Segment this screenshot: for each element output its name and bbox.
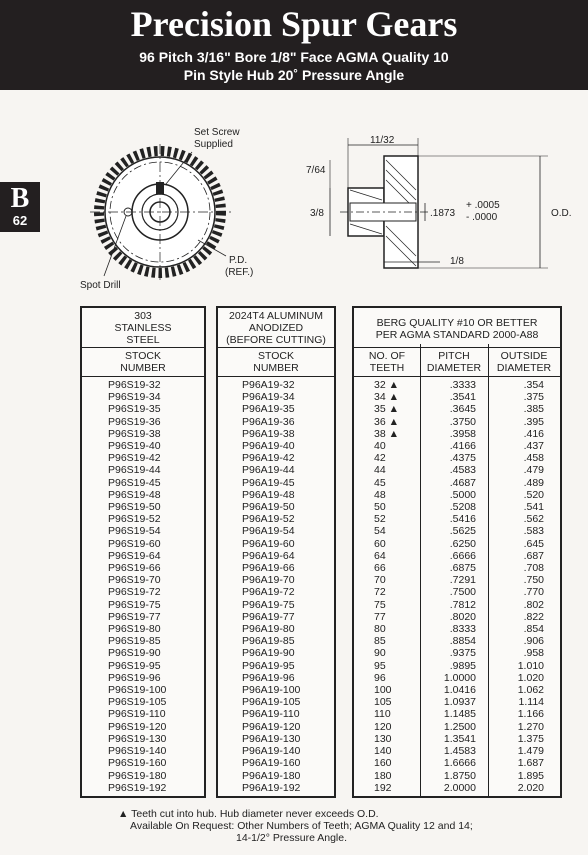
teeth-count: 66 <box>374 562 386 575</box>
stainless-stock-number: P96S19-192 <box>108 781 167 794</box>
specs-rule-1 <box>354 347 560 348</box>
aluminum-col-2: NUMBER <box>253 362 299 374</box>
section-letter: B <box>10 183 30 214</box>
teeth-count: 48 <box>374 488 386 501</box>
teeth-count: 80 <box>374 623 386 636</box>
pitch-diameter: .7291 <box>449 574 476 587</box>
outside-diameter: .354 <box>523 379 544 391</box>
aluminum-col-1: STOCK <box>258 350 294 362</box>
pitch-diameter: .4166 <box>449 440 476 453</box>
pitch-diameter: .8854 <box>449 635 476 648</box>
aluminum-stock-number: P96A19-140 <box>242 745 301 758</box>
pitch-diameter: .6666 <box>449 549 476 562</box>
dim-764-label: 7/64 <box>306 165 326 176</box>
aluminum-rule-2 <box>218 376 334 377</box>
spec-line-2: Pin Style Hub 20˚ Pressure Angle <box>183 67 405 83</box>
aluminum-stock-list <box>242 379 300 794</box>
stainless-stock-number: P96S19-90 <box>108 647 161 660</box>
teeth-count: 70 <box>374 574 386 587</box>
aluminum-stock-number: P96A19-44 <box>242 464 295 477</box>
aluminum-stock-number: P96A19-77 <box>242 610 295 623</box>
teeth-count: 130 <box>374 732 392 745</box>
teeth-count: 32 ▲ <box>374 379 399 391</box>
aluminum-stock-number: P96A19-48 <box>242 488 295 501</box>
gear-side-view <box>330 138 548 268</box>
specs-divider-1 <box>420 344 421 796</box>
outside-diameter: .906 <box>523 635 544 648</box>
pitch-diameter: 1.8750 <box>443 769 476 782</box>
teeth-count: 120 <box>374 720 392 733</box>
bore-dim-label: .1873 <box>430 208 456 219</box>
od-label: O.D. <box>551 208 572 219</box>
teeth-count: 34 ▲ <box>374 391 399 404</box>
aluminum-stock-number: P96A19-192 <box>242 781 301 794</box>
gear-front-view <box>90 144 232 280</box>
aluminum-stock-number: P96A19-80 <box>242 623 295 636</box>
spot-drill-label: Spot Drill <box>80 280 121 291</box>
stainless-stock-number: P96S19-95 <box>108 659 161 672</box>
outside-diameter: 1.479 <box>517 745 544 758</box>
pitch-diameter: .6250 <box>449 537 476 550</box>
aluminum-stock-number: P96A19-90 <box>242 647 295 660</box>
teeth-count: 44 <box>374 464 386 477</box>
teeth-col-h2: TEETH <box>369 362 405 374</box>
stainless-stock-number: P96S19-160 <box>108 757 167 770</box>
spec-line-1: 96 Pitch 3/16" Bore 1/8" Face AGMA Quality 10 <box>139 49 449 65</box>
teeth-count: 72 <box>374 586 386 599</box>
tolerance-plus: + .0005 <box>466 200 500 211</box>
pitch-diameter: .4687 <box>449 476 476 489</box>
stainless-stock-number: P96S19-32 <box>108 379 161 391</box>
page-title: Precision Spur Gears <box>130 4 458 44</box>
pitch-diameter: 1.1485 <box>443 708 476 721</box>
stainless-col-1: STOCK <box>125 350 161 362</box>
stainless-stock-number: P96S19-45 <box>108 476 161 489</box>
teeth-count: 160 <box>374 757 392 770</box>
outside-diameter: .385 <box>523 403 544 416</box>
teeth-count: 45 <box>374 476 386 489</box>
pitch-diameter: .3541 <box>449 391 476 404</box>
aluminum-stock-number: P96A19-50 <box>242 501 295 514</box>
aluminum-stock-number: P96A19-38 <box>242 427 295 440</box>
aluminum-stock-number: P96A19-96 <box>242 671 295 684</box>
aluminum-stock-number: P96A19-60 <box>242 537 295 550</box>
outside-diameter: 1.895 <box>517 769 544 782</box>
teeth-count: 35 ▲ <box>374 403 399 416</box>
outside-diameter: .750 <box>523 574 544 587</box>
stainless-stock-number: P96S19-72 <box>108 586 161 599</box>
aluminum-stock-number: P96A19-66 <box>242 562 295 575</box>
stainless-stock-number: P96S19-54 <box>108 525 161 538</box>
teeth-count: 77 <box>374 610 386 623</box>
aluminum-stock-number: P96A19-40 <box>242 440 295 453</box>
pitch-diameter: .3958 <box>449 427 476 440</box>
supplied-label: Supplied <box>194 139 233 150</box>
tolerance-minus: - .0000 <box>466 212 498 223</box>
aluminum-stock-number: P96A19-64 <box>242 549 295 562</box>
aluminum-hdr-3: (BEFORE CUTTING) <box>226 334 326 346</box>
stainless-stock-number: P96S19-35 <box>108 403 161 416</box>
pitch-diameter: 1.0000 <box>443 671 476 684</box>
teeth-list <box>374 379 399 794</box>
stainless-stock-number: P96S19-85 <box>108 635 161 648</box>
dim-1132-label: 11/32 <box>370 135 395 146</box>
teeth-count: 52 <box>374 513 386 526</box>
gear-drawing <box>0 100 588 290</box>
dim-38-label: 3/8 <box>310 208 324 219</box>
teeth-count: 38 ▲ <box>374 427 399 440</box>
aluminum-stock-number: P96A19-34 <box>242 391 295 404</box>
specs-table <box>352 306 562 798</box>
page-number: 62 <box>12 213 28 228</box>
pitch-list <box>436 379 476 794</box>
stainless-stock-number: P96S19-60 <box>108 537 161 550</box>
stainless-stock-number: P96S19-80 <box>108 623 161 636</box>
aluminum-stock-number: P96A19-120 <box>242 720 301 733</box>
stainless-stock-number: P96S19-75 <box>108 598 161 611</box>
outside-diameter: .958 <box>523 647 544 660</box>
outside-diameter: 2.020 <box>517 781 544 794</box>
aluminum-stock-number: P96A19-72 <box>242 586 295 599</box>
stainless-rule-2 <box>82 376 204 377</box>
stainless-stock-number: P96S19-140 <box>108 745 167 758</box>
stainless-stock-number: P96S19-96 <box>108 671 161 684</box>
outside-diameter: .562 <box>523 513 544 526</box>
outside-diameter: 1.270 <box>517 720 544 733</box>
pitch-col-h2: DIAMETER <box>426 362 482 374</box>
teeth-col-h1: NO. OF <box>368 350 406 362</box>
outside-diameter: .520 <box>523 488 544 501</box>
outside-diameter: .770 <box>523 586 544 599</box>
outside-diameter: 1.375 <box>517 732 544 745</box>
pitch-diameter: .4375 <box>449 452 476 465</box>
teeth-count: 110 <box>374 708 391 721</box>
pitch-diameter: 1.0937 <box>443 696 476 709</box>
outside-diameter: .395 <box>523 415 544 428</box>
aluminum-stock-number: P96A19-180 <box>242 769 301 782</box>
outside-diameter: .802 <box>523 598 544 611</box>
aluminum-stock-number: P96A19-32 <box>242 379 295 391</box>
outside-diameter: 1.062 <box>517 684 544 697</box>
teeth-count: 95 <box>374 659 386 672</box>
stainless-stock-number: P96S19-42 <box>108 452 161 465</box>
aluminum-stock-number: P96A19-110 <box>242 708 300 721</box>
outside-diameter: 1.020 <box>517 671 544 684</box>
footnote <box>118 808 473 845</box>
pitch-col-h1: PITCH <box>438 350 470 362</box>
stainless-stock-number: P96S19-52 <box>108 513 161 526</box>
aluminum-stock-number: P96A19-45 <box>242 476 295 489</box>
aluminum-stock-number: P96A19-105 <box>242 696 301 709</box>
pitch-diameter: 1.4583 <box>443 745 476 758</box>
aluminum-stock-number: P96A19-75 <box>242 598 295 611</box>
teeth-count: 180 <box>374 769 392 782</box>
stainless-stock-number: P96S19-64 <box>108 549 161 562</box>
stainless-stock-number: P96S19-100 <box>108 684 167 697</box>
pitch-diameter: .5208 <box>449 501 476 514</box>
specs-rule-2 <box>354 376 560 377</box>
pitch-diameter: .6875 <box>449 562 476 575</box>
aluminum-stock-number: P96A19-85 <box>242 635 295 648</box>
outside-diameter: .541 <box>523 501 544 514</box>
stainless-stock-number: P96S19-110 <box>108 708 166 721</box>
pitch-diameter: .5625 <box>449 525 476 538</box>
outside-diameter: .583 <box>523 525 544 538</box>
footnote-line-3: 14-1/2° Pressure Angle. <box>236 832 348 845</box>
od-col-h2: DIAMETER <box>496 362 552 374</box>
pitch-diameter: .4583 <box>449 464 476 477</box>
teeth-count: 100 <box>374 684 392 697</box>
stainless-stock-number: P96S19-130 <box>108 732 167 745</box>
aluminum-stock-number: P96A19-95 <box>242 659 295 672</box>
outside-diameter: 1.687 <box>517 757 544 770</box>
outside-diameter: .437 <box>523 440 544 453</box>
outside-diameter: .375 <box>523 391 544 404</box>
pitch-diameter: .8333 <box>449 623 476 636</box>
stainless-stock-number: P96S19-105 <box>108 696 167 709</box>
outside-diameter: .854 <box>523 623 544 636</box>
aluminum-hdr-2: ANODIZED <box>248 322 304 334</box>
aluminum-stock-number: P96A19-42 <box>242 452 295 465</box>
pitch-diameter: 1.6666 <box>443 757 476 770</box>
pitch-diameter: .8020 <box>449 610 476 623</box>
stainless-stock-number: P96S19-180 <box>108 769 167 782</box>
ref-label: (REF.) <box>225 267 254 278</box>
aluminum-stock-number: P96A19-100 <box>242 684 301 697</box>
outside-diameter: .687 <box>523 549 544 562</box>
aluminum-stock-number: P96A19-130 <box>242 732 301 745</box>
aluminum-stock-number: P96A19-52 <box>242 513 295 526</box>
teeth-count: 54 <box>374 525 386 538</box>
stainless-stock-number: P96S19-66 <box>108 562 161 575</box>
outside-diameter: .489 <box>523 476 544 489</box>
pitch-diameter: 1.2500 <box>443 720 476 733</box>
pitch-diameter: 2.0000 <box>443 781 476 794</box>
teeth-count: 140 <box>374 745 392 758</box>
outside-diameter: .708 <box>523 562 544 575</box>
aluminum-stock-number: P96A19-70 <box>242 574 295 587</box>
stainless-stock-number: P96S19-40 <box>108 440 161 453</box>
footnote-line-1: ▲ Teeth cut into hub. Hub diameter never exceeds O.D. <box>118 808 379 820</box>
aluminum-table <box>216 306 336 798</box>
teeth-count: 60 <box>374 537 386 550</box>
teeth-count: 42 <box>374 452 386 465</box>
dim-18-label: 1/8 <box>450 256 464 267</box>
od-list <box>506 379 544 794</box>
stainless-table <box>80 306 206 798</box>
teeth-count: 40 <box>374 440 386 453</box>
teeth-count: 50 <box>374 501 386 514</box>
teeth-count: 96 <box>374 671 386 684</box>
outside-diameter: 1.114 <box>518 696 544 709</box>
od-col-h1: OUTSIDE <box>500 350 548 362</box>
pitch-diameter: .3750 <box>449 415 476 428</box>
outside-diameter: .479 <box>523 464 544 477</box>
teeth-count: 105 <box>374 696 392 709</box>
outside-diameter: .416 <box>523 427 544 440</box>
outside-diameter: 1.166 <box>517 708 544 721</box>
aluminum-stock-number: P96A19-35 <box>242 403 295 416</box>
pitch-diameter: .5416 <box>449 513 476 526</box>
footnote-line-2: Available On Request: Other Numbers of Teeth; AGMA Quality 12 and 14; <box>130 820 473 833</box>
aluminum-stock-number: P96A19-36 <box>242 415 295 428</box>
stainless-stock-number: P96S19-50 <box>108 501 161 514</box>
stainless-stock-number: P96S19-34 <box>108 391 161 404</box>
stainless-hdr-3: STEEL <box>126 334 160 346</box>
aluminum-hdr-1: 2024T4 ALUMINUM <box>229 310 323 322</box>
pitch-diameter: .7500 <box>449 586 476 599</box>
stainless-stock-number: P96S19-36 <box>108 415 161 428</box>
teeth-count: 85 <box>374 635 386 648</box>
pd-label: P.D. <box>229 255 248 266</box>
aluminum-stock-number: P96A19-54 <box>242 525 295 538</box>
stainless-hdr-1: 303 <box>134 310 152 322</box>
pitch-diameter: .5000 <box>449 488 476 501</box>
pitch-diameter: .3333 <box>449 379 476 391</box>
stainless-rule-1 <box>82 347 204 348</box>
stainless-stock-list <box>108 379 166 794</box>
stainless-stock-number: P96S19-38 <box>108 427 161 440</box>
outside-diameter: .458 <box>523 452 544 465</box>
aluminum-stock-number: P96A19-160 <box>242 757 301 770</box>
stainless-stock-number: P96S19-70 <box>108 574 161 587</box>
stainless-stock-number: P96S19-44 <box>108 464 161 477</box>
teeth-count: 192 <box>374 781 392 794</box>
page-header <box>0 0 588 90</box>
pitch-diameter: .9375 <box>449 647 476 660</box>
stainless-stock-number: P96S19-48 <box>108 488 161 501</box>
stainless-hdr-2: STAINLESS <box>114 322 172 334</box>
outside-diameter: .645 <box>523 537 544 550</box>
teeth-count: 75 <box>374 598 386 611</box>
specs-divider-2 <box>488 344 489 796</box>
pitch-diameter: 1.0416 <box>443 684 476 697</box>
stainless-stock-number: P96S19-77 <box>108 610 161 623</box>
pitch-diameter: 1.3541 <box>443 732 476 745</box>
outside-diameter: .822 <box>523 610 544 623</box>
teeth-count: 90 <box>374 647 386 660</box>
pitch-diameter: .7812 <box>449 598 476 611</box>
teeth-count: 64 <box>374 549 386 562</box>
teeth-count: 36 ▲ <box>374 415 399 428</box>
pitch-diameter: .9895 <box>449 659 476 672</box>
aluminum-rule-1 <box>218 347 334 348</box>
stainless-stock-number: P96S19-120 <box>108 720 167 733</box>
specs-hdr-2: PER AGMA STANDARD 2000-A88 <box>375 329 539 341</box>
specs-hdr-1: BERG QUALITY #10 OR BETTER <box>376 317 538 329</box>
set-screw-label: Set Screw <box>194 127 240 138</box>
outside-diameter: 1.010 <box>517 659 544 672</box>
stainless-col-2: NUMBER <box>120 362 166 374</box>
pitch-diameter: .3645 <box>449 403 476 416</box>
